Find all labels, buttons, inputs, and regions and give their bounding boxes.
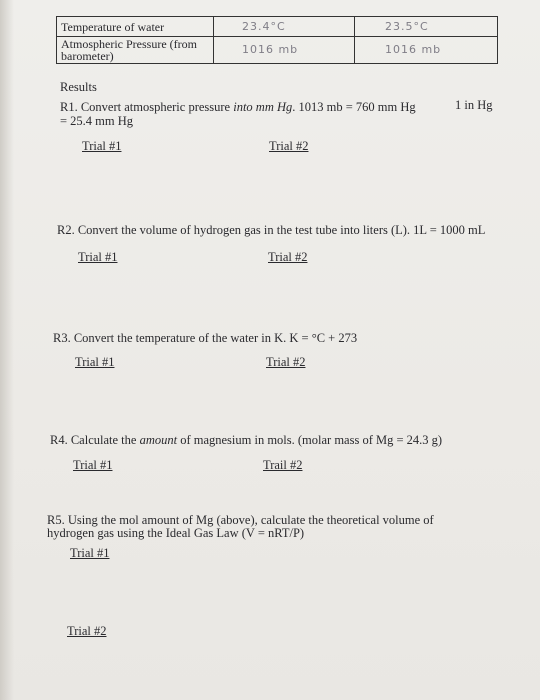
handwritten-value: 1016 mb: [213, 37, 354, 64]
data-table: [56, 16, 498, 64]
r1-trial1-label: Trial #1: [82, 139, 122, 153]
r4-text-suffix: of magnesium in mols. (molar mass of Mg = 24.3 g): [177, 433, 443, 447]
r1-right-note: 1 in Hg: [455, 98, 493, 112]
handwritten-value: 23.4°C: [213, 17, 354, 37]
r5-trial1-label: Trial #1: [70, 546, 110, 560]
table-row: [57, 17, 498, 37]
r4-trial2-label: Trail #2: [263, 458, 303, 472]
page-shadow: [0, 0, 14, 700]
results-heading: Results: [60, 80, 97, 94]
row-label: Temperature of water: [57, 17, 214, 37]
r2-trial1-label: Trial #1: [78, 250, 118, 264]
r4-question: [50, 433, 442, 447]
row-label: Atmospheric Pressure (from barometer): [57, 37, 214, 64]
handwritten-value: 23.5°C: [354, 17, 497, 37]
table-row: [57, 37, 498, 64]
r1-text: R1. Convert atmospheric pressure: [60, 100, 234, 114]
r3-trial1-label: Trial #1: [75, 355, 115, 369]
r4-italic: amount: [139, 433, 178, 447]
r3-trial2-label: Trial #2: [266, 355, 306, 369]
r1-italic: into mm Hg: [233, 100, 293, 114]
r3-question: R3. Convert the temperature of the water in K. K = °C + 273: [53, 331, 358, 345]
r1-conversion: = 25.4 mm Hg: [60, 114, 134, 128]
r1-question: [60, 100, 416, 114]
r4-trial1-label: Trial #1: [73, 458, 113, 472]
r2-trial2-label: Trial #2: [268, 250, 308, 264]
r1-text-suffix: . 1013 mb = 760 mm Hg: [292, 100, 416, 114]
r1-trial2-label: Trial #2: [269, 139, 309, 153]
r4-text: R4. Calculate the: [50, 433, 140, 447]
r5-question-line1: R5. Using the mol amount of Mg (above), calculate the theoretical volume of: [47, 513, 434, 527]
r5-trial2-label: Trial #2: [67, 624, 107, 638]
r5-question-line2: hydrogen gas using the Ideal Gas Law (V = nRT/P): [47, 526, 305, 540]
handwritten-value: 1016 mb: [354, 37, 497, 64]
r2-question: R2. Convert the volume of hydrogen gas in the test tube into liters (L). 1L = 1000 mL: [57, 223, 486, 237]
